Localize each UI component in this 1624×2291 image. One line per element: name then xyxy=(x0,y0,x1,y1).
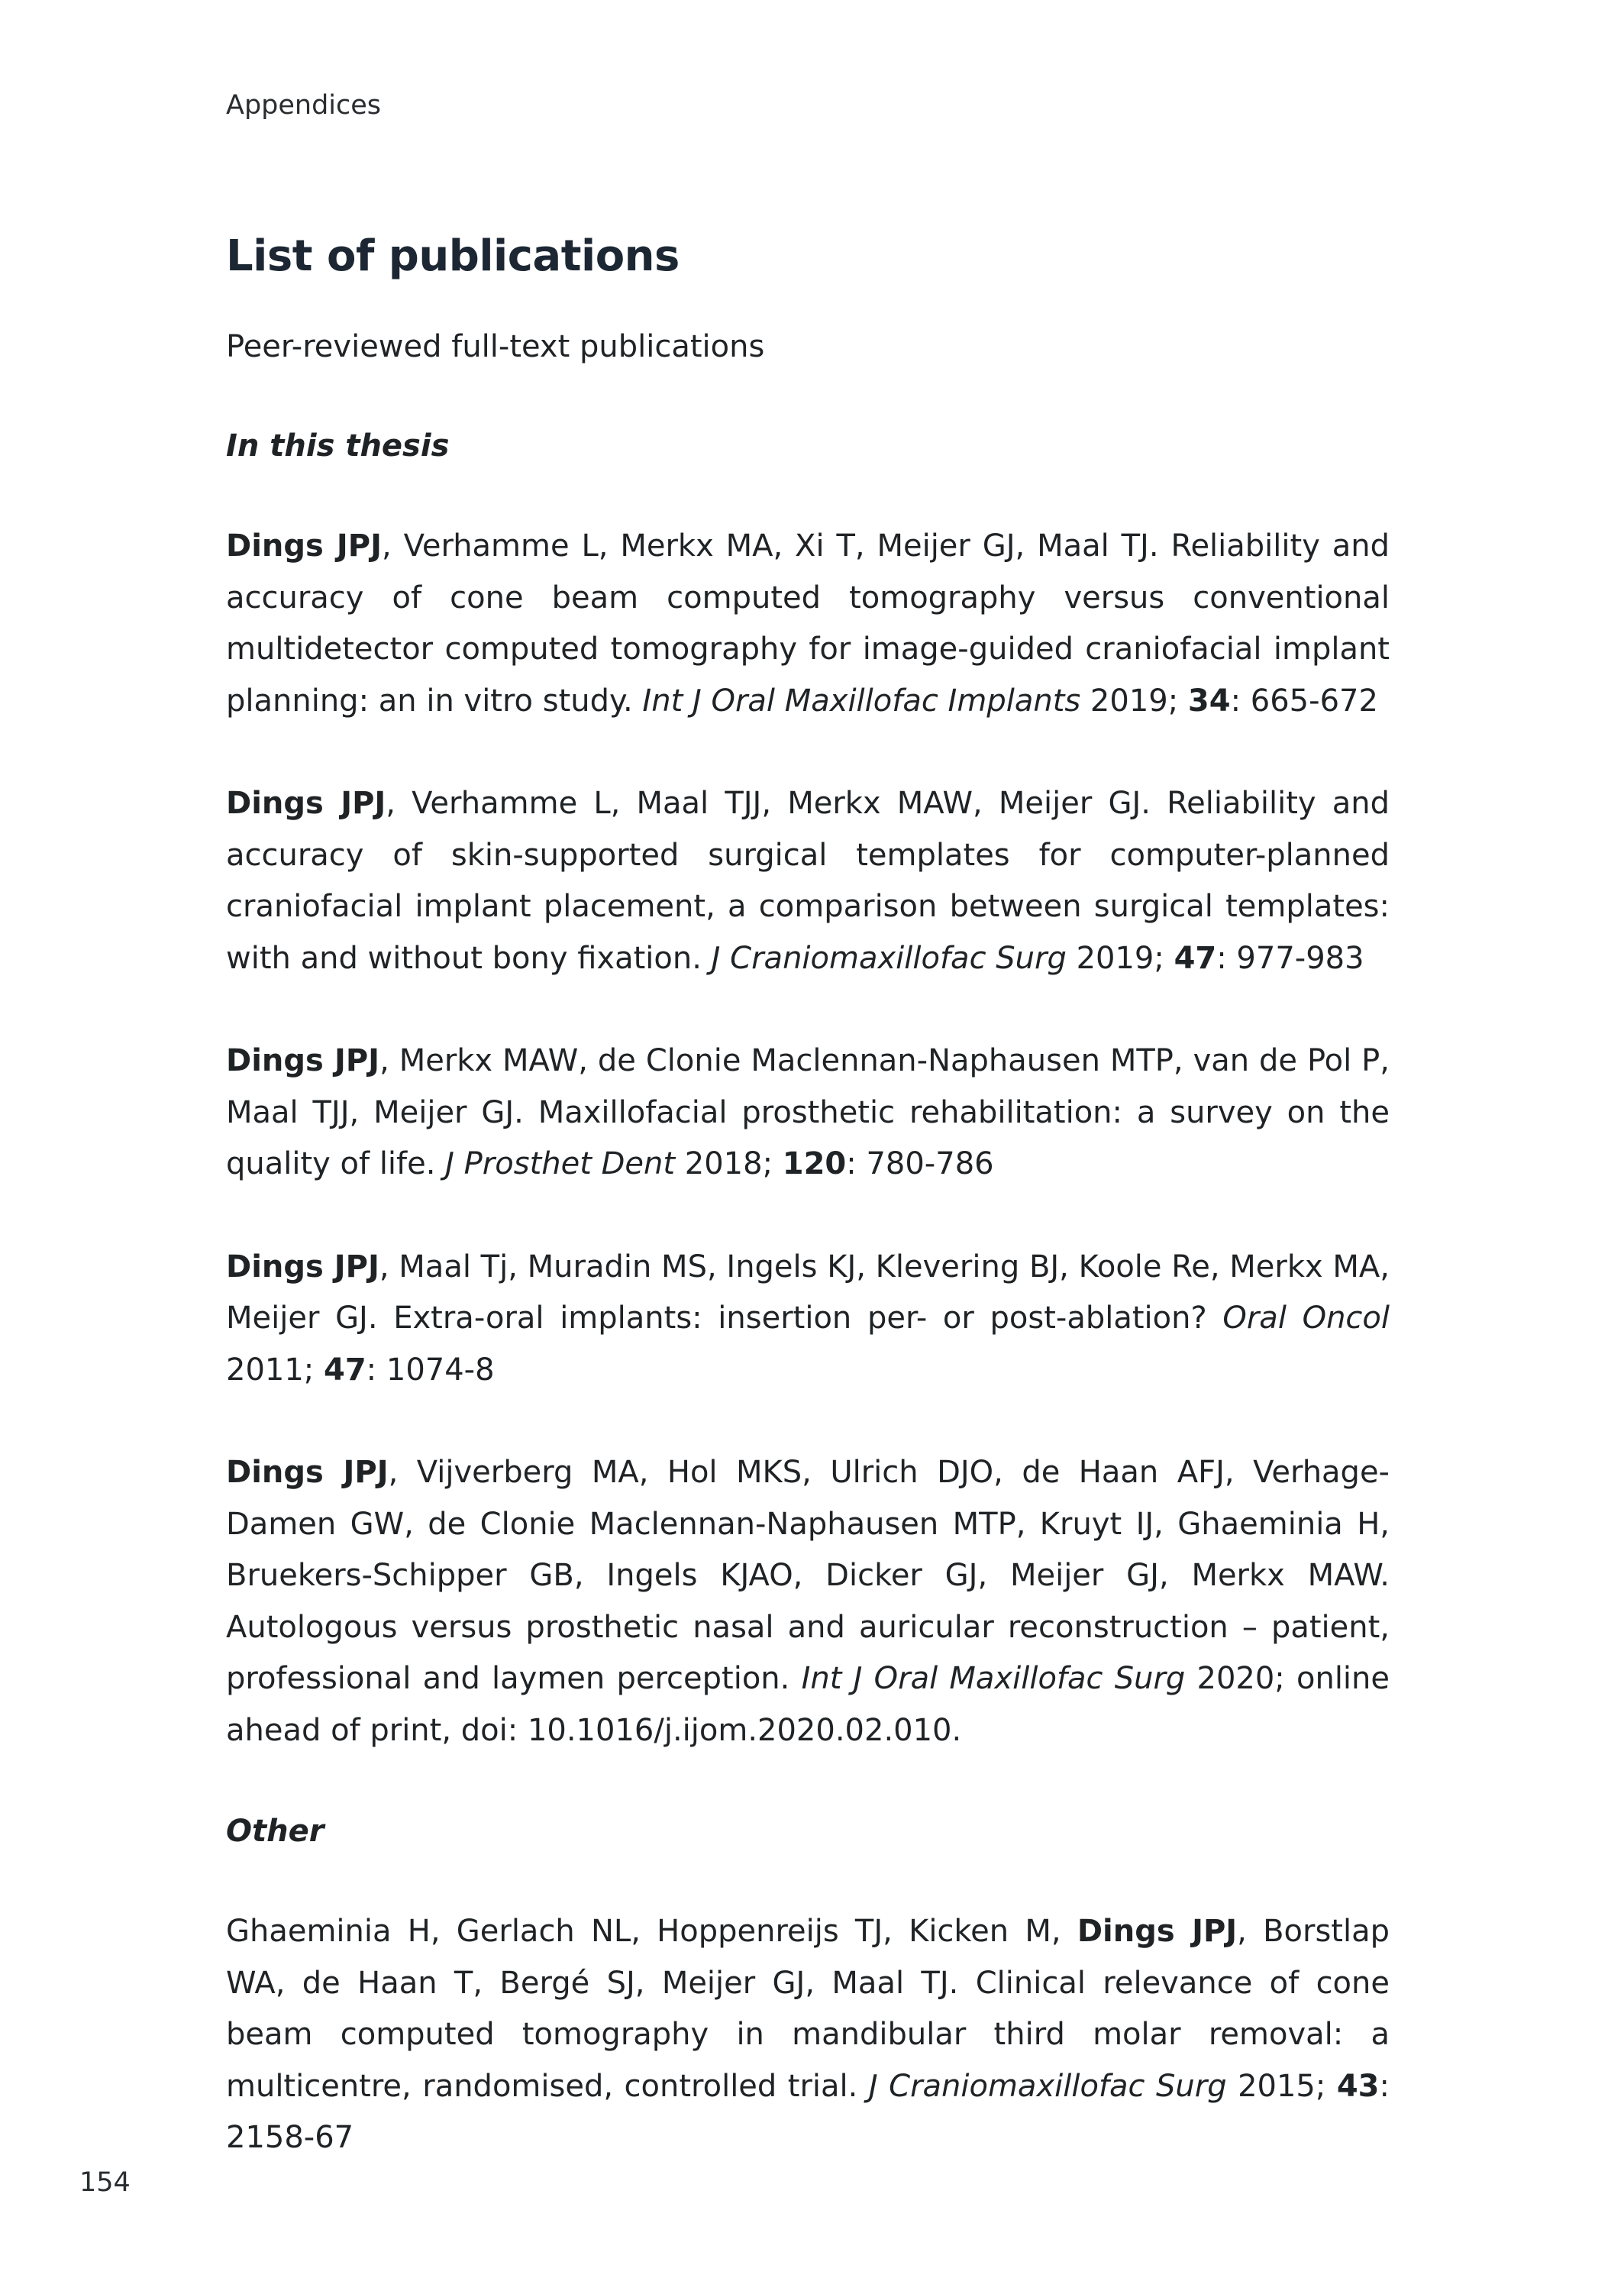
author-highlight: Dings JPJ xyxy=(226,1455,389,1490)
publication-volume: 43 xyxy=(1336,2068,1380,2104)
publication-year: 2020; online ahead of print, doi: 10.1016/j.ijom.2020.02.010. xyxy=(226,1661,1390,1748)
publication-pages: : 665-672 xyxy=(1230,683,1378,719)
publication-list-other xyxy=(226,1906,1390,2164)
publication-details: , Maal Tj, Muradin MS, Ingels KJ, Klevering BJ, Koole Re, Merkx MA, Meijer GJ. Extra-oral implants: insertion per- or post-ablation? xyxy=(226,1249,1390,1336)
page-number: 154 xyxy=(79,2167,131,2198)
author-highlight: Dings JPJ xyxy=(226,528,382,564)
publication-entry xyxy=(226,521,1390,727)
publication-volume: 47 xyxy=(324,1352,366,1388)
journal-name: Int J Oral Maxillofac Implants xyxy=(642,683,1081,719)
page-title: List of publications xyxy=(226,231,680,281)
publication-year: 2018; xyxy=(675,1146,783,1181)
author-highlight: Dings JPJ xyxy=(226,1249,379,1284)
running-header: Appendices xyxy=(226,90,382,121)
publication-year: 2015; xyxy=(1226,2068,1337,2104)
publication-entry xyxy=(226,778,1390,984)
publication-year: 2019; xyxy=(1080,683,1188,719)
publication-pages: : 1074-8 xyxy=(366,1352,495,1388)
publication-year: 2011; xyxy=(226,1352,324,1388)
journal-name: J Craniomaxillofac Surg xyxy=(868,2068,1227,2104)
main-content xyxy=(226,226,1390,2164)
author-highlight: Dings JPJ xyxy=(226,1043,380,1078)
journal-name: J Craniomaxillofac Surg xyxy=(711,940,1067,976)
publication-volume: 120 xyxy=(782,1146,847,1181)
publication-entry xyxy=(226,1906,1390,2164)
publication-entry xyxy=(226,1242,1390,1397)
section-label-in-this-thesis: In this thesis xyxy=(226,428,450,464)
publication-details: , Verhamme L, Merkx MA, Xi T, Meijer GJ, Maal TJ. Reliability and accuracy of cone beam computed tomography versus conventional multidetector computed tomography for image-guided craniofacial implant planning: an in vitro study. xyxy=(226,528,1390,719)
publication-details: , Vijverberg MA, Hol MKS, Ulrich DJO, de Haan AFJ, Verhage-Damen GW, de Clonie Maclennan-Naphausen MTP, Kruyt IJ, Ghaeminia H, Bruekers-Schipper GB, Ingels KJAO, Dicker GJ, Meijer GJ, Merkx MAW. Autologous versus prosthetic nasal and auricular reconstruction – patient, professional and laymen perception. xyxy=(226,1455,1390,1696)
publication-pages: : 780-786 xyxy=(846,1146,994,1181)
author-highlight: Dings JPJ xyxy=(226,786,386,821)
publication-volume: 34 xyxy=(1187,683,1231,719)
publication-list-thesis xyxy=(226,521,1390,1756)
publication-pages: : 2158-67 xyxy=(226,2068,1390,2155)
publication-pages: : 977-983 xyxy=(1216,940,1364,976)
journal-name: J Prosthet Dent xyxy=(445,1146,676,1181)
publication-volume: 47 xyxy=(1174,940,1217,976)
publication-details: , Verhamme L, Maal TJJ, Merkx MAW, Meijer GJ. Reliability and accuracy of skin-supported surgical templates for computer-planned craniofacial implant placement, a comparison between surgical templates: with and without bony fixation. xyxy=(226,786,1390,976)
page-subtitle: Peer-reviewed full-text publications xyxy=(226,329,765,364)
journal-name: Oral Oncol xyxy=(1222,1301,1390,1336)
author-highlight: Dings JPJ xyxy=(1077,1914,1238,1949)
publication-entry xyxy=(226,1447,1390,1756)
publication-details: , Merkx MAW, de Clonie Maclennan-Naphausen MTP, van de Pol P, Maal TJJ, Meijer GJ. Maxillofacial prosthetic rehabilitation: a survey on the quality of life. xyxy=(226,1043,1390,1181)
journal-name: Int J Oral Maxillofac Surg xyxy=(801,1661,1186,1696)
publication-entry xyxy=(226,1036,1390,1191)
publication-coauthors: Ghaeminia H, Gerlach NL, Hoppenreijs TJ, Kicken M, xyxy=(226,1914,1077,1949)
publication-details: , Borstlap WA, de Haan T, Bergé SJ, Meijer GJ, Maal TJ. Clinical relevance of cone beam computed tomography in mandibular third molar removal: a multicentre, randomised, controlled trial. xyxy=(226,1914,1390,2104)
publication-year: 2019; xyxy=(1066,940,1174,976)
section-label-other: Other xyxy=(226,1814,324,1849)
